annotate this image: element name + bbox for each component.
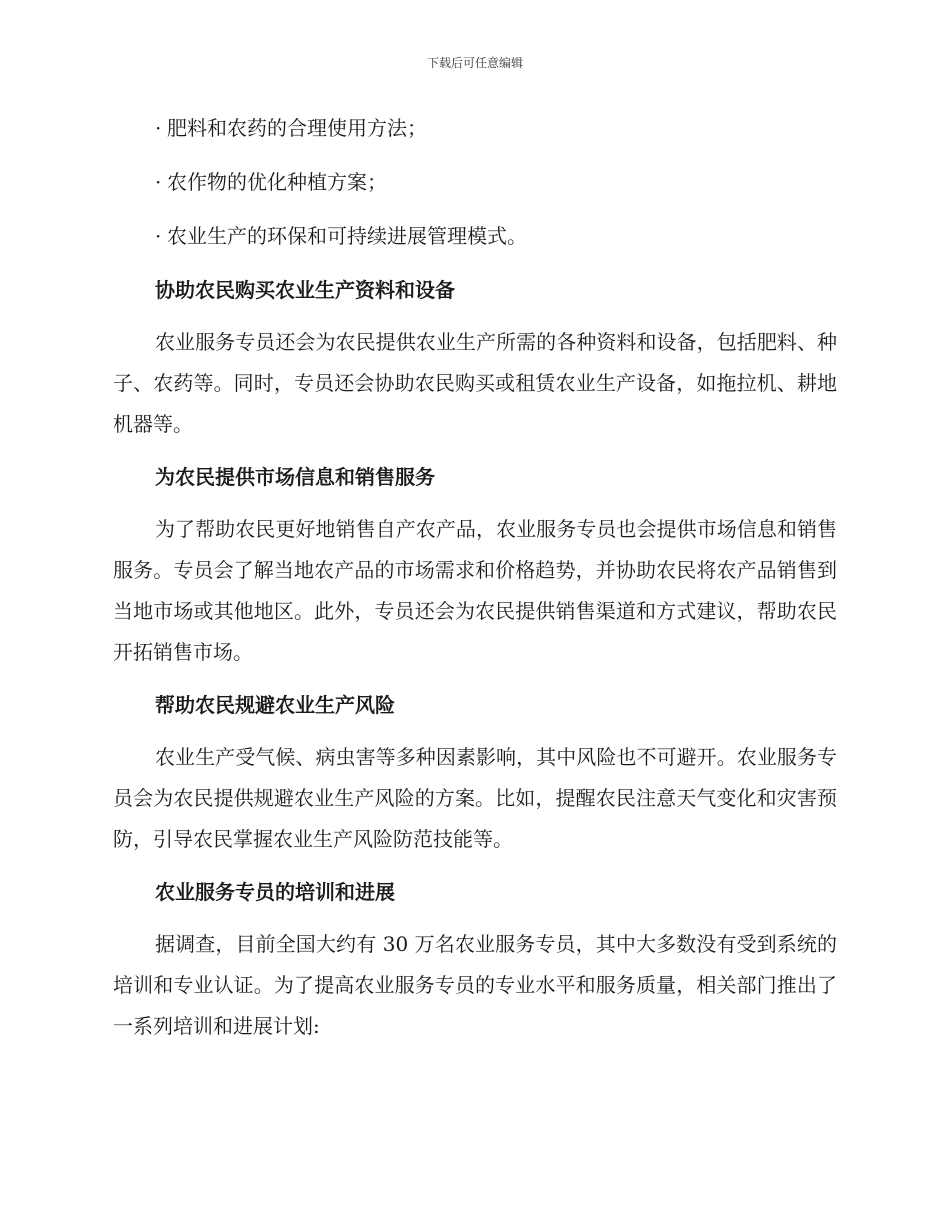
section-heading: 协助农民购买农业生产资料和设备 [155,278,455,302]
section-heading: 帮助农民规避农业生产风险 [155,693,395,717]
section-paragraph: 农业服务专员还会为农民提供农业生产所需的各种资料和设备，包括肥料、种子、农药等。同时，专员还会协助农民购买或租赁农业生产设备，如拖拉机、耕地机器等。 [113,330,837,436]
section-paragraph: 为了帮助农民更好地销售自产农产品，农业服务专员也会提供市场信息和销售服务。专员会了解当地农产品的市场需求和价格趋势，并协助农民将农产品销售到当地市场或其他地区。此外，专员还会为农民提供销售渠道和方式建议，帮助农民开拓销售市场。 [113,517,837,664]
bullet-text: 农业生产的环保和可持续进展管理模式。 [167,224,527,248]
section-heading: 为农民提供市场信息和销售服务 [155,465,435,489]
bullet-item [155,216,837,256]
bullet-dot: · [155,116,162,140]
bullet-text: 肥料和农药的合理使用方法； [167,116,427,140]
section-paragraph: 据调查，目前全国大约有 30 万名农业服务专员，其中大多数没有受到系统的培训和专业认证。为了提高农业服务专员的专业水平和服务质量，相关部门推出了一系列培训和进展计划: [113,932,837,1038]
section-paragraph: 农业生产受气候、病虫害等多种因素影响，其中风险也不可避开。农业服务专员会为农民提供规避农业生产风险的方案。比如，提醒农民注意天气变化和灾害预防，引导农民掌握农业生产风险防范技能等。 [113,745,837,851]
bullet-item [155,162,837,202]
bullet-text: 农作物的优化种植方案； [167,170,387,194]
page-header: 下载后可任意编辑 [426,56,523,70]
bullet-dot: · [155,170,162,194]
document-body [113,108,837,1059]
section-heading: 农业服务专员的培训和进展 [155,880,395,904]
bullet-dot: · [155,224,162,248]
bullet-item [155,108,837,148]
